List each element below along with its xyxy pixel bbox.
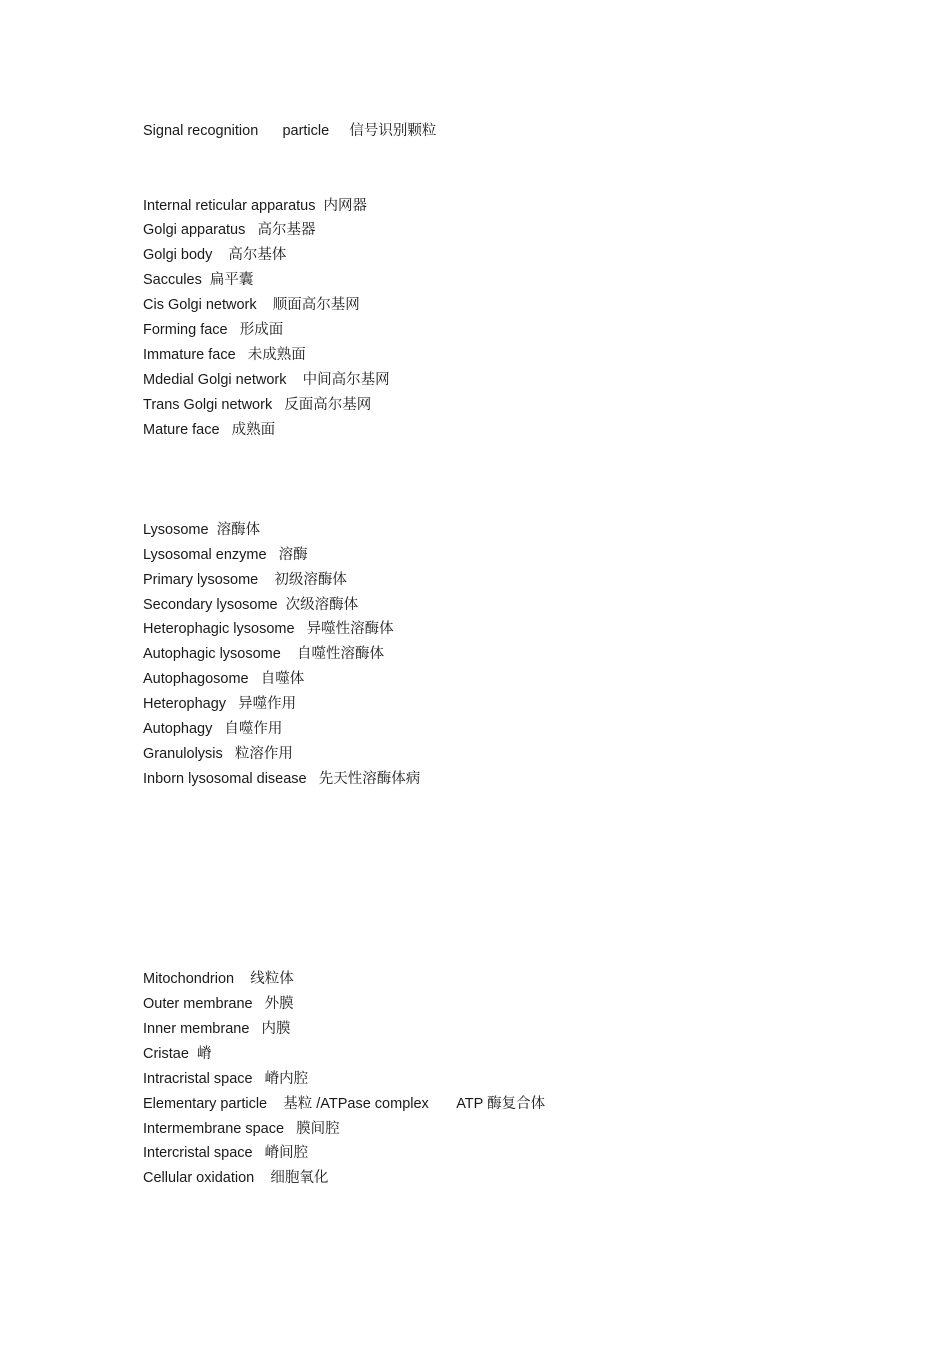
term-line: Mdedial Golgi network 中间高尔基网 — [143, 372, 390, 388]
term-line: Heterophagic lysosome 异噬性溶酶体 — [143, 621, 394, 637]
term-signal-recognition-particle: Signal recognition particle 信号识别颗粒 — [143, 123, 437, 139]
term-line: Intermembrane space 膜间腔 — [143, 1121, 340, 1137]
term-line: Heterophagy 异噬作用 — [143, 696, 297, 712]
term-line: Mature face 成熟面 — [143, 422, 276, 438]
term-line: Immature face 未成熟面 — [143, 347, 306, 363]
term-line: Elementary particle 基粒 /ATPase complex ATP 酶复合体 — [143, 1096, 546, 1112]
term-line: Lysosome 溶酶体 — [143, 522, 261, 538]
term-line: Granulolysis 粒溶作用 — [143, 746, 293, 762]
term-line: Lysosomal enzyme 溶酶 — [143, 547, 308, 563]
term-line: Cristae 嵴 — [143, 1046, 212, 1062]
term-line: Autophagy 自噬作用 — [143, 721, 283, 737]
term-line: Inner membrane 内膜 — [143, 1021, 291, 1037]
term-line: Secondary lysosome 次级溶酶体 — [143, 597, 359, 613]
term-line: Autophagosome 自噬体 — [143, 671, 305, 687]
term-line: Golgi apparatus 高尔基器 — [143, 222, 316, 238]
term-line: Saccules 扁平囊 — [143, 272, 254, 288]
term-line: Golgi body 高尔基体 — [143, 247, 287, 263]
term-line: Primary lysosome 初级溶酶体 — [143, 572, 347, 588]
term-line: Cis Golgi network 顺面高尔基网 — [143, 297, 360, 313]
term-line: Forming face 形成面 — [143, 322, 284, 338]
term-line: Trans Golgi network 反面高尔基网 — [143, 397, 372, 413]
term-line: Outer membrane 外膜 — [143, 996, 294, 1012]
term-line: Internal reticular apparatus 内网器 — [143, 198, 368, 214]
term-line: Autophagic lysosome 自噬性溶酶体 — [143, 646, 384, 662]
term-line: Intracristal space 嵴内腔 — [143, 1071, 309, 1087]
term-line: Intercristal space 嵴间腔 — [143, 1145, 309, 1161]
term-line: Inborn lysosomal disease 先天性溶酶体病 — [143, 771, 421, 787]
term-line: Cellular oxidation 细胞氧化 — [143, 1170, 329, 1186]
term-line: Mitochondrion 线粒体 — [143, 971, 294, 987]
